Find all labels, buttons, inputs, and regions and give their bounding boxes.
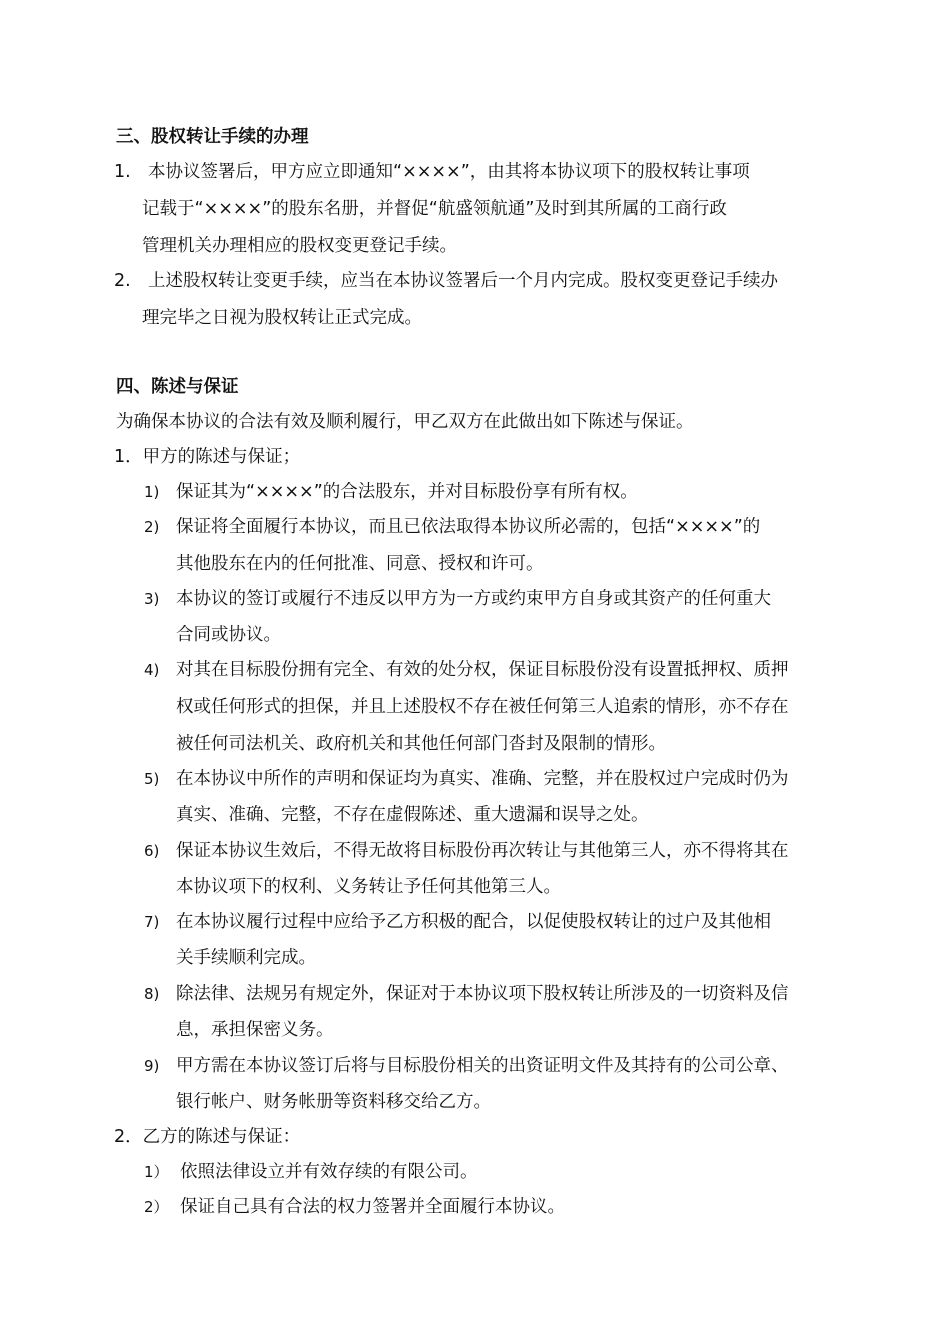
party-a-item-2-line-1: 保证将全面履行本协议，而且已依法取得本协议所必需的，包括“××××”的	[176, 517, 761, 537]
party-a-item-2-number: 2)	[144, 518, 160, 536]
party-a-item-6-number: 6)	[144, 842, 160, 860]
section-4-title: 四、陈述与保证	[116, 377, 239, 397]
party-a-item-9-line-2: 银行帐户、财务帐册等资料移交给乙方。	[176, 1092, 491, 1112]
party-a-item-9-number: 9)	[144, 1057, 160, 1075]
section-4-intro: 为确保本协议的合法有效及顺利履行，甲乙双方在此做出如下陈述与保证。	[116, 412, 694, 432]
party-a-item-6-line-2: 本协议项下的权利、义务转让予任何其他第三人。	[176, 877, 561, 897]
party-a-item-3-line-1: 本协议的签订或履行不违反以甲方为一方或约束甲方自身或其资产的任何重大	[176, 589, 771, 609]
section-3-item-1-line-3: 管理机关办理相应的股权变更登记手续。	[142, 236, 457, 256]
party-a-item-4-line-3: 被任何司法机关、政府机关和其他任何部门沓封及限制的情形。	[176, 734, 666, 754]
party-a-item-6-line-1: 保证本协议生效后，不得无故将目标股份再次转让与其他第三人，亦不得将其在	[176, 841, 789, 861]
section-3-item-2-line-2: 理完毕之日视为股权转让正式完成。	[142, 308, 422, 328]
section-3-item-1-line-1: 本协议签署后，甲方应立即通知“××××”，由其将本协议项下的股权转让事项	[148, 162, 750, 182]
party-a-item-8-line-2: 息，承担保密义务。	[176, 1020, 334, 1040]
section-3-item-1-number: 1.	[114, 162, 131, 182]
party-a-item-2-line-2: 其他股东在内的任何批准、同意、授权和许可。	[176, 554, 544, 574]
party-a-item-8-number: 8)	[144, 985, 160, 1003]
party-a-item-4-line-2: 权或任何形式的担保，并且上述股权不存在被任何第三人追索的情形，亦不存在	[176, 697, 789, 717]
party-b-item-2-line-1: 保证自己具有合法的权力签署并全面履行本协议。	[180, 1197, 565, 1217]
party-a-item-5-line-2: 真实、准确、完整，不存在虚假陈述、重大遗漏和误导之处。	[176, 805, 649, 825]
party-b-item-1-line-1: 依照法律设立并有效存续的有限公司。	[180, 1162, 478, 1182]
party-a-item-5-number: 5)	[144, 770, 160, 788]
party-a-item-8-line-1: 除法律、法规另有规定外，保证对于本协议项下股权转让所涉及的一切资料及信	[176, 984, 789, 1004]
party-a-item-4-number: 4)	[144, 661, 160, 679]
party-a-item-4-line-1: 对其在目标股份拥有完全、有效的处分权，保证目标股份没有设置抵押权、质押	[176, 660, 789, 680]
party-b-label: 2．乙方的陈述与保证：	[114, 1127, 301, 1147]
section-3-item-2-number: 2.	[114, 271, 131, 291]
party-a-item-7-number: 7)	[144, 913, 160, 931]
party-a-label: 1．甲方的陈述与保证；	[114, 447, 301, 467]
section-3-title: 三、股权转让手续的办理	[116, 127, 309, 147]
party-a-item-5-line-1: 在本协议中所作的声明和保证均为真实、准确、完整，并在股权过户完成时仍为	[176, 769, 789, 789]
party-a-item-7-line-1: 在本协议履行过程中应给予乙方积极的配合，以促使股权转让的过户及其他相	[176, 912, 771, 932]
party-b-item-1-number: 1）	[144, 1163, 169, 1181]
party-a-item-3-number: 3)	[144, 590, 160, 608]
party-a-item-3-line-2: 合同或协议。	[176, 625, 281, 645]
party-a-item-7-line-2: 关手续顺利完成。	[176, 948, 316, 968]
party-b-item-2-number: 2）	[144, 1198, 169, 1216]
section-3-item-2-line-1: 上述股权转让变更手续，应当在本协议签署后一个月内完成。股权变更登记手续办	[148, 271, 778, 291]
party-a-item-1-number: 1)	[144, 483, 160, 501]
section-3-item-1-line-2: 记载于“××××”的股东名册，并督促“航盛领航通”及时到其所属的工商行政	[142, 199, 727, 219]
party-a-item-1-line-1: 保证其为“××××”的合法股东，并对目标股份享有所有权。	[176, 482, 638, 502]
party-a-item-9-line-1: 甲方需在本协议签订后将与目标股份相关的出资证明文件及其持有的公司公章、	[176, 1056, 789, 1076]
